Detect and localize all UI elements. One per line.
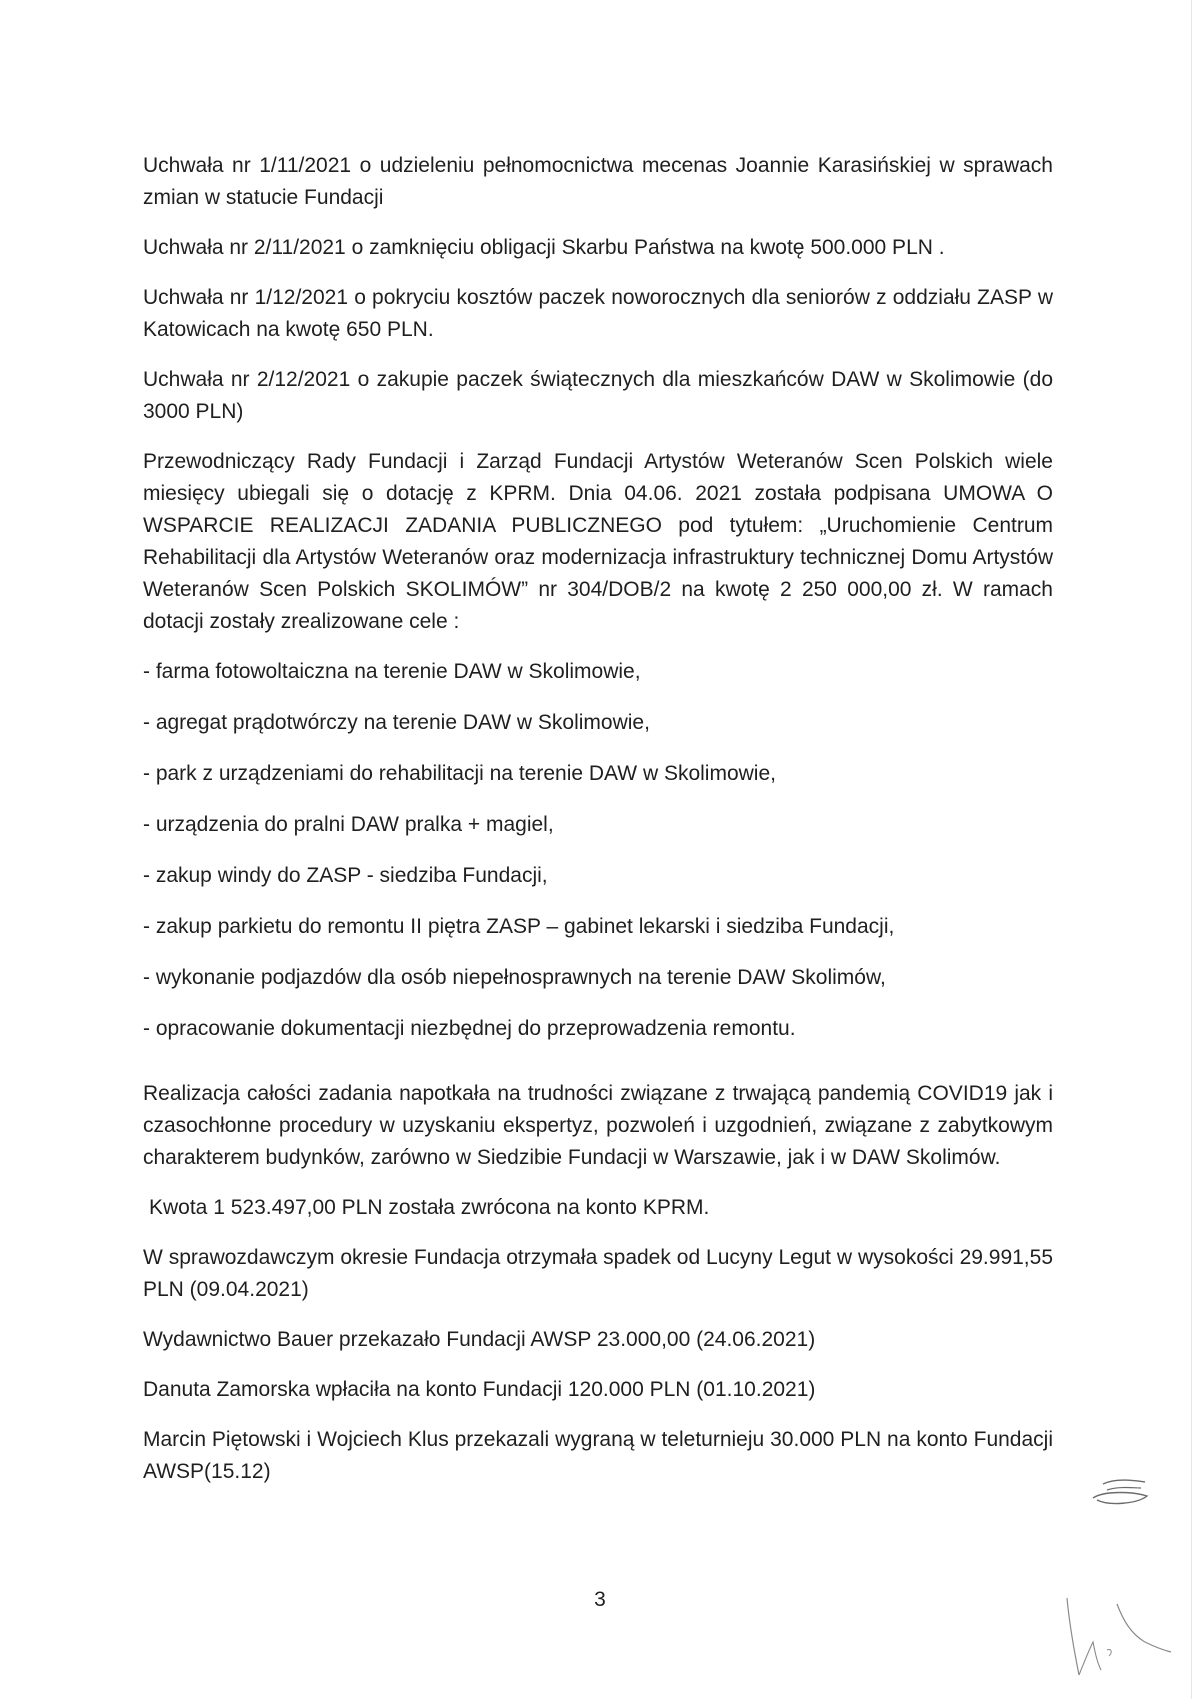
list-item: - wykonanie podjazdów dla osób niepełnosprawnych na terenie DAW Skolimów, bbox=[143, 966, 886, 989]
list-item: - zakup parkietu do remontu II piętra ZASP – gabinet lekarski i siedziba Fundacji, bbox=[143, 915, 895, 938]
grant-paragraph: Przewodniczący Rady Fundacji i Zarząd Fundacji Artystów Weteranów Scen Polskich wiele miesięcy ubiegali się o dotację z KPRM. Dnia 04.06. 2021 została podpisana UMOWA O WSPARCIE REALIZACJI ZADANIA PUBLICZNEGO pod tytułem: „Uruchomienie Centrum Rehabilitacji dla Artystów Weteranów oraz modernizacja infrastruktury technicznej Domu Artystów Weteranów Scen Polskich SKOLIMÓW” nr 304/DOB/2 na kwotę 2 250 000,00 zł. W ramach dotacji zostały zrealizowane cele : bbox=[143, 450, 1053, 633]
resolution-2-11: Uchwała nr 2/11/2021 o zamknięciu obligacji Skarbu Państwa na kwotę 500.000 PLN . bbox=[143, 236, 945, 259]
list-item: - park z urządzeniami do rehabilitacji na terenie DAW w Skolimowie, bbox=[143, 762, 776, 785]
pandemic-paragraph: Realizacja całości zadania napotkała na trudności związane z trwającą pandemią COVID19 jak i czasochłonne procedury w uzyskaniu ekspertyz, pozwoleń i uzgodnień, związane z zabytkowym charakterem budynków, zarówno w Siedzibie Fundacji w Warszawie, jak i w DAW Skolimów. bbox=[143, 1082, 1053, 1169]
handwritten-initials bbox=[1085, 1474, 1155, 1519]
goals-list bbox=[143, 656, 1053, 1064]
document-body bbox=[143, 150, 1053, 1506]
page-number: 3 bbox=[594, 1588, 606, 1611]
bauer-donation-paragraph: Wydawnictwo Bauer przekazało Fundacji AWSP 23.000,00 (24.06.2021) bbox=[143, 1328, 816, 1351]
inheritance-paragraph: W sprawozdawczym okresie Fundacja otrzymała spadek od Lucyny Legut w wysokości 29.991,55 PLN (09.04.2021) bbox=[143, 1246, 1053, 1301]
refund-paragraph: Kwota 1 523.497,00 PLN została zwrócona na konto KPRM. bbox=[149, 1196, 710, 1219]
quiz-prize-paragraph: Marcin Piętowski i Wojciech Klus przekazali wygraną w teleturnieju 30.000 PLN na konto Fundacji AWSP(15.12) bbox=[143, 1428, 1053, 1483]
list-item: - urządzenia do pralni DAW pralka + magiel, bbox=[143, 813, 554, 836]
list-item: - agregat prądotwórczy na terenie DAW w Skolimowie, bbox=[143, 711, 650, 734]
list-item: - opracowanie dokumentacji niezbędnej do przeprowadzenia remontu. bbox=[143, 1017, 796, 1040]
resolution-1-12: Uchwała nr 1/12/2021 o pokryciu kosztów paczek noworocznych dla seniorów z oddziału ZASP w Katowicach na kwotę 650 PLN. bbox=[143, 286, 1053, 341]
list-item: - zakup windy do ZASP - siedziba Fundacji, bbox=[143, 864, 548, 887]
resolution-2-12: Uchwała nr 2/12/2021 o zakupie paczek świątecznych dla mieszkańców DAW w Skolimowie (do 3000 PLN) bbox=[143, 368, 1053, 423]
list-item: - farma fotowoltaiczna na terenie DAW w Skolimowie, bbox=[143, 660, 641, 683]
zamorska-donation-paragraph: Danuta Zamorska wpłaciła na konto Fundacji 120.000 PLN (01.10.2021) bbox=[143, 1378, 816, 1401]
resolution-1-11: Uchwała nr 1/11/2021 o udzieleniu pełnomocnictwa mecenas Joannie Karasińskiej w sprawach zmian w statucie Fundacji bbox=[143, 154, 1053, 209]
scan-edge-line bbox=[1191, 0, 1192, 1699]
